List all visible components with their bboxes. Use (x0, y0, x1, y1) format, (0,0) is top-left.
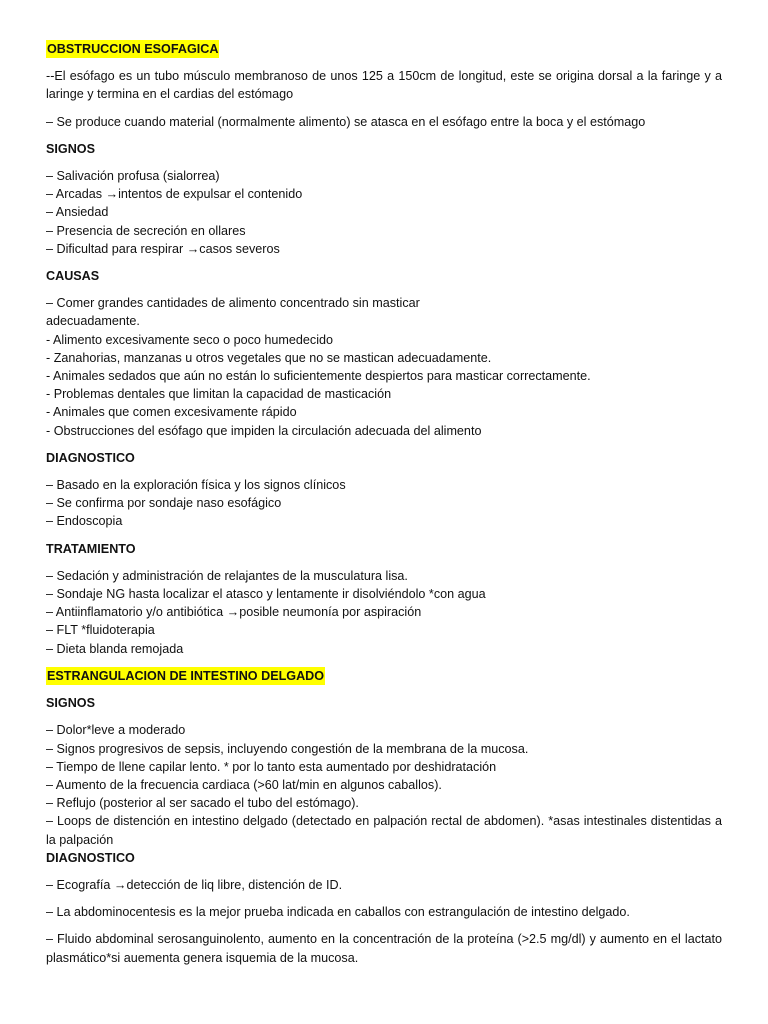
list-item: - Obstrucciones del esófago que impiden la circulación adecuada del alimento (46, 423, 482, 438)
list-item: – Aumento de la frecuencia cardiaca (>60 lat/min en algunos caballos). (46, 777, 442, 792)
signos-list-2 (46, 721, 722, 848)
diagnostico-paragraph-3: – Fluido abdominal serosanguinolento, aumento en la concentración de la proteína (>2.5 mg/dl) y aumento en el lactato plasmático*si auementa genera isquemia de la mucosa. (46, 932, 722, 965)
list-item: – FLT *fluidoterapia (46, 623, 155, 638)
list-item: – Tiempo de llene capilar lento. * por lo tanto esta aumentado por deshidratación (46, 759, 497, 774)
tratamiento-heading: TRATAMIENTO (46, 541, 136, 556)
list-item: – Endoscopia (46, 514, 123, 529)
list-item: - Zanahorias, manzanas u otros vegetales que no se mastican adecuadamente. (46, 350, 492, 365)
list-item: adecuadamente. (46, 314, 140, 329)
list-item: – Reflujo (posterior al ser sacado el tubo del estómago). (46, 796, 359, 811)
diagnostico-paragraph-2: – La abdominocentesis es la mejor prueba indicada en caballos con estrangulación de intestino delgado. (46, 905, 630, 920)
diagnostico-heading: DIAGNOSTICO (46, 450, 135, 465)
list-item: - Animales sedados que aún no están lo suficientemente despiertos para masticar correctamente. (46, 369, 591, 384)
causas-heading: CAUSAS (46, 269, 100, 284)
list-item: – Sedación y administración de relajantes de la musculatura lisa. (46, 568, 408, 583)
list-item: – Salivación profusa (sialorrea) (46, 169, 220, 184)
signos-list (46, 167, 722, 258)
list-item: – Presencia de secreción en ollares (46, 223, 246, 238)
list-item: – Se confirma por sondaje naso esofágico (46, 496, 282, 511)
list-item: - Alimento excesivamente seco o poco humedecido (46, 332, 334, 347)
diagnostico-heading-2: DIAGNOSTICO (46, 850, 135, 865)
list-item: – Signos progresivos de sepsis, incluyendo congestión de la membrana de la mucosa. (46, 741, 529, 756)
list-item: – Ansiedad (46, 205, 109, 220)
highlighted-heading: ESTRANGULACION DE INTESTINO DELGADO (46, 667, 325, 685)
list-item: – Arcadas →intentos de expulsar el contenido (46, 187, 303, 202)
section-title-estrangulacion (46, 667, 722, 685)
intro-paragraph-2: – Se produce cuando material (normalmente alimento) se atasca en el esófago entre la boca y el estómago (46, 114, 646, 129)
list-item: – Dolor*leve a moderado (46, 723, 186, 738)
section-title-obstruccion (46, 40, 722, 58)
list-item: – Comer grandes cantidades de alimento concentrado sin masticar (46, 296, 420, 311)
list-item: – Dificultad para respirar →casos severos (46, 241, 280, 256)
list-item: – Basado en la exploración física y los signos clínicos (46, 478, 346, 493)
highlighted-heading: OBSTRUCCION ESOFAGICA (46, 40, 219, 58)
diagnostico-paragraph-1: – Ecografía →detección de liq libre, distención de ID. (46, 877, 343, 892)
intro-paragraph-1: --El esófago es un tubo músculo membranoso de unos 125 a 150cm de longitud, este se origina dorsal a la faringe y a laringe y termina en el cardias del estómago (46, 69, 722, 102)
tratamiento-list (46, 567, 722, 658)
diagnostico-list (46, 476, 722, 531)
list-item: - Animales que comen excesivamente rápido (46, 405, 297, 420)
signos-heading-2: SIGNOS (46, 696, 95, 711)
list-item: – Loops de distención en intestino delgado (detectado en palpación rectal de abdomen). *asas intestinales distentidas a la palpación (46, 814, 722, 847)
list-item: – Dieta blanda remojada (46, 641, 184, 656)
causas-list (46, 294, 722, 440)
list-item: – Sondaje NG hasta localizar el atasco y lentamente ir disolviéndolo *con agua (46, 587, 486, 602)
signos-heading: SIGNOS (46, 141, 95, 156)
list-item: - Problemas dentales que limitan la capacidad de masticación (46, 387, 392, 402)
list-item: – Antiinflamatorio y/o antibiótica →posible neumonía por aspiración (46, 605, 422, 620)
